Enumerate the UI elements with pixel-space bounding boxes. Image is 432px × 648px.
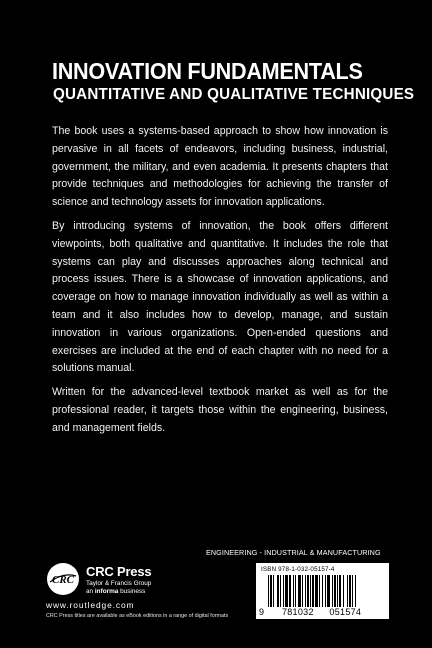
- isbn-group-1: 781032: [281, 607, 314, 617]
- crc-press-logo-icon: [46, 562, 80, 596]
- barcode-bar: [293, 575, 294, 607]
- isbn-digits: [259, 607, 386, 617]
- barcode-bar: [325, 575, 326, 607]
- barcode-bar: [339, 575, 341, 607]
- isbn-group-2: 051574: [329, 607, 362, 617]
- barcode-bar: [298, 575, 301, 607]
- barcode-bar: [277, 575, 279, 607]
- publisher-website[interactable]: www.routledge.com: [46, 600, 135, 610]
- barcode-bar: [315, 575, 318, 607]
- subject-category: ENGINEERING - INDUSTRIAL & MANUFACTURING: [206, 548, 381, 557]
- tagline-informa: informa: [94, 588, 119, 595]
- barcode-bars: [268, 575, 382, 607]
- barcode-bar: [270, 575, 272, 607]
- barcode-bar: [285, 575, 288, 607]
- publisher-name: CRC Press: [86, 564, 152, 579]
- barcode-bar: [334, 575, 336, 607]
- book-subtitle: QUANTITATIVE AND QUALITATIVE TECHNIQUES: [53, 86, 415, 103]
- barcode-bar: [283, 575, 284, 607]
- description: [52, 123, 388, 438]
- barcode-bar: [349, 575, 351, 607]
- barcode-bar: [347, 575, 348, 607]
- book-title: INNOVATION FUNDAMENTALS: [52, 58, 363, 84]
- tagline-an: an: [86, 588, 95, 595]
- barcode-bar: [322, 575, 323, 607]
- barcode-bar: [312, 575, 314, 607]
- tagline-business: business: [118, 588, 146, 595]
- barcode-bar: [337, 575, 338, 607]
- isbn-barcode: [256, 563, 389, 619]
- logo-mark-text: CRC: [51, 574, 75, 586]
- barcode-bar: [280, 575, 281, 607]
- isbn-label: ISBN 978-1-032-05157-4: [261, 566, 335, 573]
- barcode-bar: [319, 575, 320, 607]
- barcode-bar: [352, 575, 353, 607]
- barcode-bar: [305, 575, 306, 607]
- publisher-group: Taylor & Francis Group: [86, 580, 152, 587]
- barcode-bar: [355, 575, 356, 607]
- barcode-bar: [327, 575, 330, 607]
- barcode-bar: [295, 575, 296, 607]
- barcode-bar: [307, 575, 309, 607]
- description-paragraph: Written for the advanced-level textbook market as well as for the professional reader, it targets those within the engineering, business, and management fields.: [52, 386, 388, 434]
- publisher-tagline: [86, 588, 145, 595]
- barcode-bar: [343, 575, 344, 607]
- barcode-bar: [302, 575, 303, 607]
- description-paragraph: The book uses a systems-based approach to show how innovation is pervasive in all facets of endeavors, including business, industrial, government, the military, and even academia. It presents chapters that provide techniques and methodologies for achieving the transfer of science and technology assets for innovation applications.: [52, 125, 388, 209]
- ebook-note: CRC Press titles are available as eBook editions in a range of digital formats: [46, 613, 229, 619]
- barcode-bar: [273, 575, 274, 607]
- description-paragraph: By introducing systems of innovation, the book offers different viewpoints, both qualitative and quantitative. It includes the role that systems can play and discusses approaches along technical and process issues. There is a showcase of innovation applications, and coverage on how to manage innovation individually as well as within a team and it also includes how to develop, manage, and sustain innovation in various organizations. Open-ended questions and exercises are included at the end of each chapter with no need for a solutions manual.: [52, 219, 388, 375]
- barcode-bar: [268, 575, 269, 607]
- barcode-bar: [310, 575, 311, 607]
- barcode-bar: [289, 575, 291, 607]
- barcode-bar: [332, 575, 333, 607]
- isbn-lead-digit: 9: [259, 607, 265, 617]
